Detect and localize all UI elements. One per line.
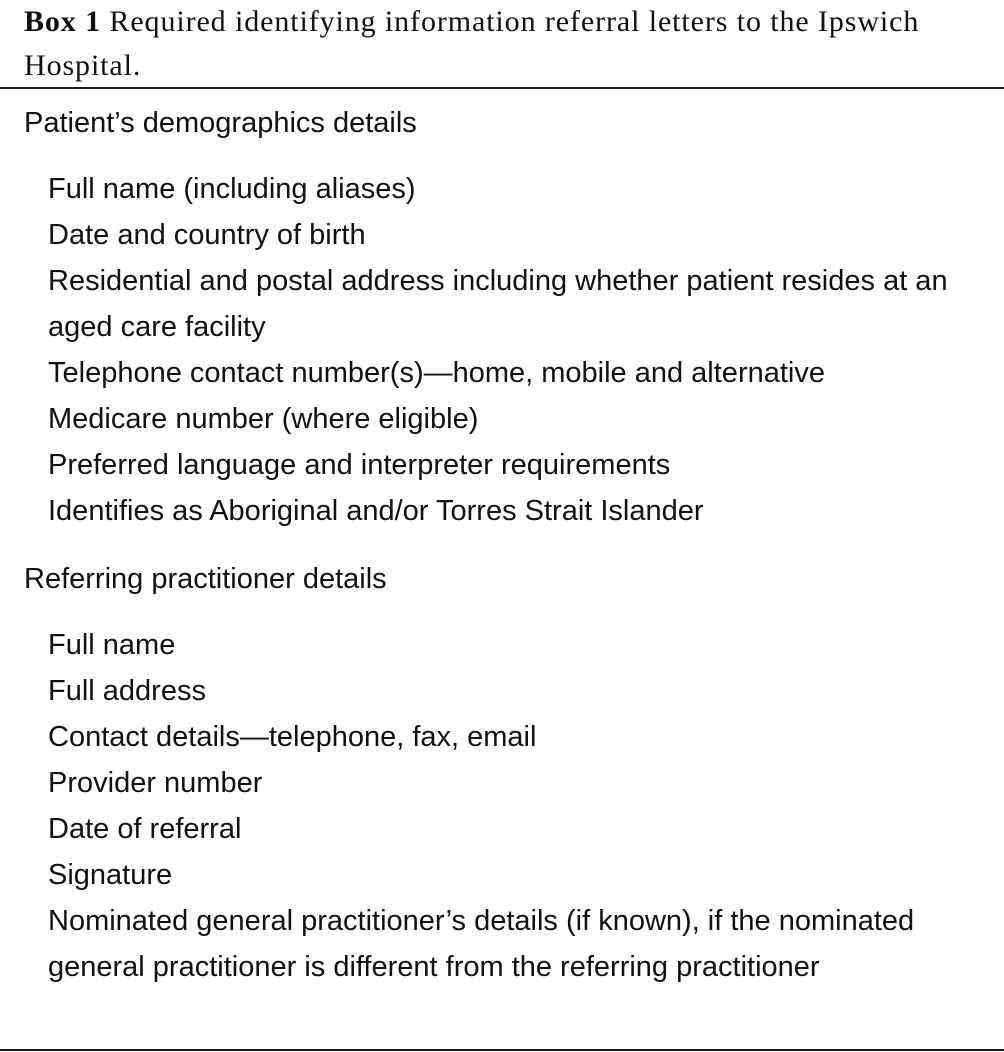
bottom-rule [0,1049,1004,1051]
list-item: Full name (including aliases) [48,173,416,205]
section-patient-demographics [24,100,994,534]
list-item: Signature [48,859,173,891]
list-item: Full address [48,675,206,707]
box-caption-text: Required identifying information referral letters to the Ipswich Hospital. [24,5,920,82]
item-list [24,622,994,990]
item-list [24,166,994,534]
list-item: Date of referral [48,813,242,845]
box-label: Box 1 [24,5,102,38]
section-referring-practitioner [24,556,994,990]
top-rule [0,87,1004,89]
list-item: Preferred language and interpreter requirements [48,449,671,481]
section-heading: Patient’s demographics details [24,107,417,139]
box-content [24,100,994,990]
list-item: Residential and postal address including whether patient resides at an aged care facility [48,265,948,343]
list-item: Provider number [48,767,263,799]
list-item: Telephone contact number(s)—home, mobile and alternative [48,357,825,389]
list-item: Date and country of birth [48,219,366,251]
list-item: Nominated general practitioner’s details (if known), if the nominated general practitioner is different from the referring practitioner [48,905,915,983]
list-item: Medicare number (where eligible) [48,403,479,435]
list-item: Full name [48,629,176,661]
list-item: Identifies as Aboriginal and/or Torres Strait Islander [48,495,704,527]
box-caption [24,0,986,88]
list-item: Contact details—telephone, fax, email [48,721,537,753]
section-heading: Referring practitioner details [24,563,387,595]
